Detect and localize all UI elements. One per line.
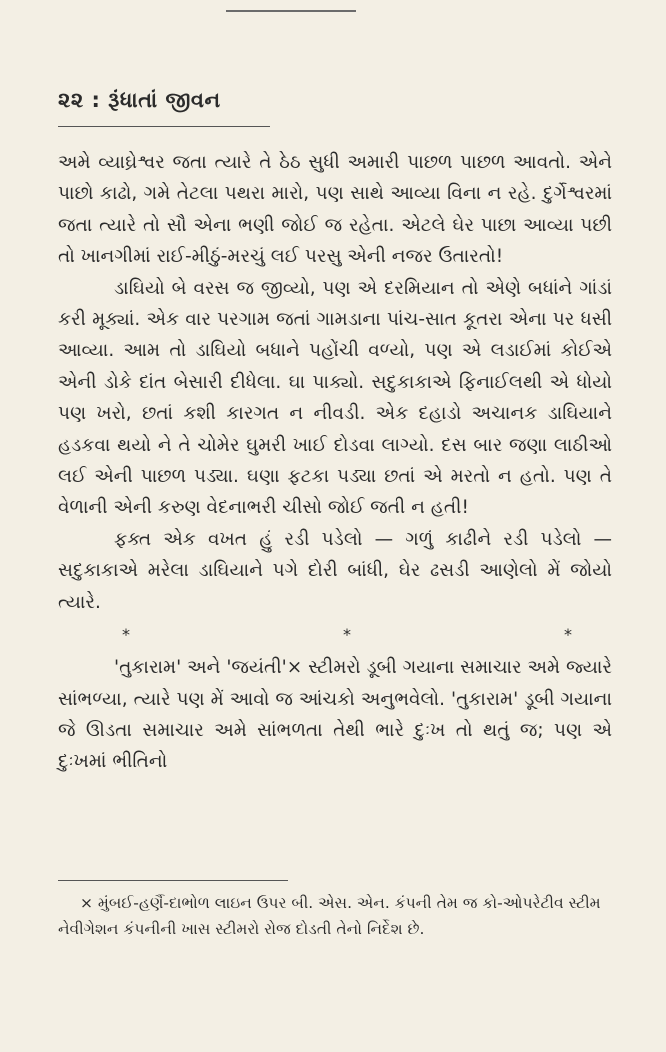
page-header: ૨૨ : રૂંધાતાં જીવન	[58, 88, 221, 112]
paragraph-3: ફક્ત એક વખત હું રડી પડેલો — ગળું કાઢીને રડી પડેલો — સદુકાકાએ મરેલા ડાઘિયાને પગે દોરી બાંધી, ઘેર ઢસડી આણેલો મેં જોયો ત્યારે.	[58, 528, 612, 613]
header-underline	[58, 126, 270, 127]
section-separator	[58, 618, 612, 652]
body-text	[58, 147, 612, 778]
separator-star: *	[343, 625, 351, 645]
footnote-rule	[58, 880, 288, 881]
top-rule	[226, 10, 356, 12]
paragraph-1: અમે વ્યાઘ્રેશ્વર જતા ત્યારે તે ઠેઠ સુધી અમારી પાછળ પાછળ આવતો. એને પાછો કાઢો, ગમે તેટલા પથરા મારો, પણ સાથે આવ્યા વિના ન રહે. દુર્ગેશ્વરમાં જતા ત્યારે તો સૌ એના ભણી જોઈ જ રહેતા. એટલે ઘેર પાછા આવ્યા પછી તો ખાનગીમાં રાઈ-મીઠું-મરચું લઈ પરસુ એની નજર ઉતારતો!	[58, 152, 612, 268]
separator-star: *	[122, 625, 130, 645]
footnote-text: × મુંબઈ-હર્ણૈ-દાભોળ લાઇન ઉપર બી. એસ. એન. કંપની તેમ જ કો-ઓપરેટીવ સ્ટીમ નેવીગેશન કંપનીની ખાસ સ્ટીમરો રોજ દોડતી તેનો નિર્દેશ છે.	[58, 894, 601, 938]
separator-star: *	[564, 625, 572, 645]
paragraph-4: 'તુકારામ' અને 'જયંતી'× સ્ટીમરો ડૂબી ગયાના સમાચાર અમે જ્યારે સાંભળ્યા, ત્યારે પણ મેં આવો જ આંચકો અનુભવેલો. 'તુકારામ' ડૂબી ગયાના જે ઊડતા સમાચાર અમે સાંભળતા તેથી ભારે દુઃખ તો થતું જ; પણ એ દુઃખમાં ભીતિનો	[58, 657, 612, 773]
footnote	[58, 890, 612, 942]
paragraph-2: ડાઘિયો બે વરસ જ જીવ્યો, પણ એ દરમિયાન તો એણે બધાંને ગાંડાં કરી મૂક્યાં. એક વાર પરગામ જતાં ગામડાના પાંચ-સાત કૂતરા એના પર ધસી આવ્યા. આમ તો ડાઘિયો બધાને પહોંચી વળ્યો, પણ એ લડાઈમાં કોઈએ એની ડોકે દાંત બેસારી દીધેલા. ઘા પાક્યો. સદુકાકાએ ફિનાઈલથી એ ધોયો પણ ખરો, છતાં કશી કારગત ન નીવડી. એક દહાડો અચાનક ડાઘિયાને હડકવા થયો ને તે ચોમેર ઘુમરી ખાઈ દોડવા લાગ્યો. દસ બાર જણા લાઠીઓ લઈ એની પાછળ પડ્યા. ઘણા ફટકા પડ્યા છતાં એ મરતો ન હતો. પણ તે વેળાની એની કરુણ વેદનાભરી ચીસો જોઈ જતી ન હતી!	[58, 277, 612, 519]
